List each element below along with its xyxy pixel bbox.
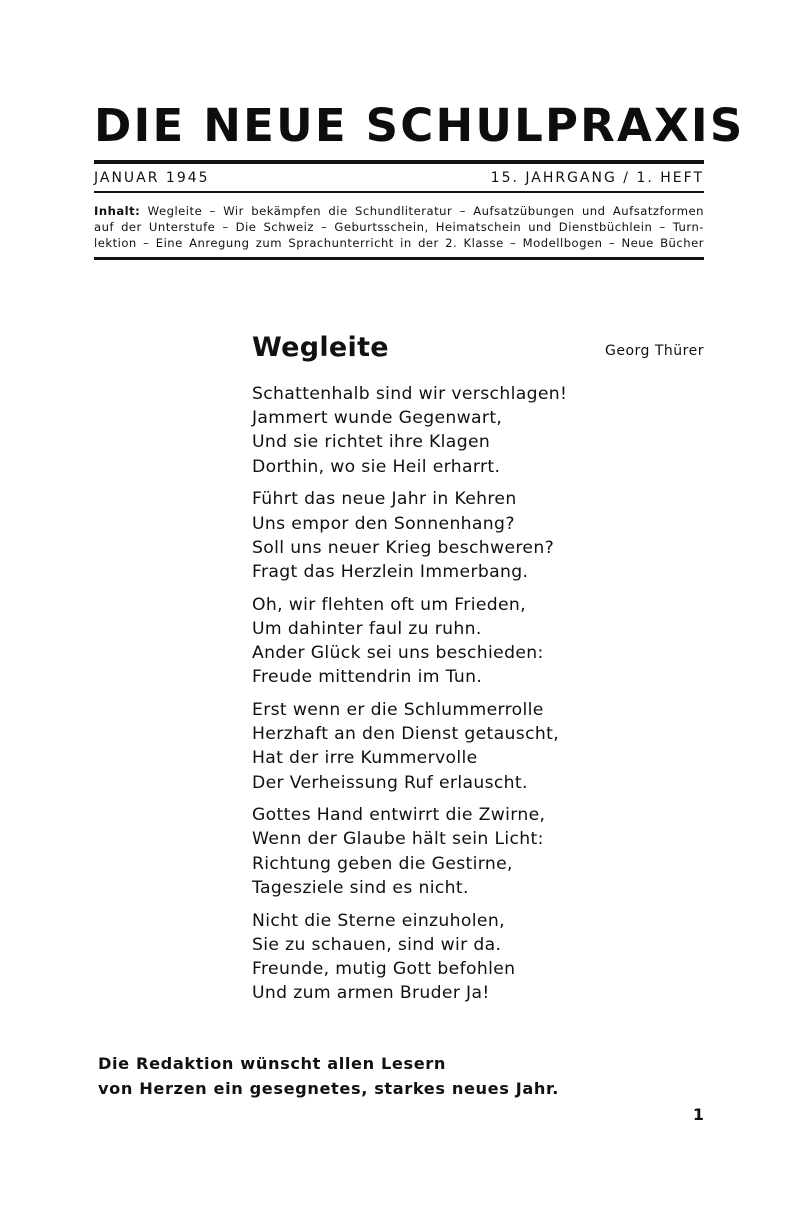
- page-number: 1: [692, 1105, 704, 1124]
- editorial-greeting: [98, 1051, 559, 1101]
- verse-line: Und zum armen Bruder Ja!: [252, 983, 490, 1004]
- verse-line: Freude mittendrin im Tun.: [252, 667, 483, 688]
- masthead-rule-top: [94, 160, 704, 164]
- verse-line: Herzhaft an den Dienst getauscht,: [252, 724, 560, 745]
- poem-stanza: [252, 698, 672, 795]
- poem-stanza: [252, 593, 672, 690]
- masthead-rule-middle: [94, 191, 704, 193]
- verse-line: Und sie richtet ihre Klagen: [252, 432, 491, 453]
- poem-stanza: [252, 382, 672, 479]
- issue-info: [94, 168, 704, 188]
- issue-date: JANUAR 1945: [94, 170, 210, 186]
- poem-author: Georg Thürer: [605, 343, 704, 359]
- masthead-rule-bottom: [94, 257, 704, 260]
- poem-body: [252, 382, 672, 1014]
- greeting-line: Die Redaktion wünscht allen Lesern: [98, 1054, 446, 1073]
- verse-line: Fragt das Herzlein Immerbang.: [252, 561, 529, 582]
- issue-number: 15. JAHRGANG / 1. HEFT: [490, 170, 704, 186]
- verse-line: Soll uns neuer Krieg beschweren?: [252, 537, 555, 558]
- contents-label: Inhalt:: [94, 204, 141, 218]
- verse-line: Führt das neue Jahr in Kehren: [252, 489, 517, 510]
- contents-line: lektion – Eine Anregung zum Sprachunterricht in der 2. Klasse – Modellbogen – Neue Bücher: [94, 236, 704, 250]
- journal-title: DIE NEUE SCHULPRAXIS: [94, 99, 745, 152]
- poem-title: Wegleite: [252, 332, 389, 363]
- verse-line: Um dahinter faul zu ruhn.: [252, 618, 482, 639]
- verse-line: Wenn der Glaube hält sein Licht:: [252, 829, 544, 850]
- poem-stanza: [252, 487, 672, 584]
- verse-line: Freunde, mutig Gott befohlen: [252, 958, 516, 979]
- verse-line: Jammert wunde Gegenwart,: [252, 408, 503, 429]
- contents-line-text: Wegleite – Wir bekämpfen die Schundliteratur – Aufsatzübungen und Aufsatzformen: [147, 204, 705, 218]
- verse-line: Hat der irre Kummervolle: [252, 748, 478, 769]
- verse-line: Tagesziele sind es nicht.: [252, 877, 469, 898]
- table-of-contents: [94, 203, 704, 251]
- contents-line: auf der Unterstufe – Die Schweiz – Geburtsschein, Heimatschein und Dienstbüchlein – Turn-: [94, 220, 704, 234]
- verse-line: Gottes Hand entwirrt die Zwirne,: [252, 805, 546, 826]
- poem-stanza: [252, 909, 672, 1006]
- verse-line: Schattenhalb sind wir verschlagen!: [252, 384, 568, 404]
- verse-line: Sie zu schauen, sind wir da.: [252, 934, 502, 955]
- verse-line: Richtung geben die Gestirne,: [252, 853, 513, 874]
- verse-line: Dorthin, wo sie Heil erharrt.: [252, 456, 501, 477]
- verse-line: Der Verheissung Ruf erlauscht.: [252, 772, 528, 793]
- verse-line: Ander Glück sei uns beschieden:: [252, 643, 544, 664]
- verse-line: Oh, wir flehten oft um Frieden,: [252, 594, 526, 615]
- verse-line: Erst wenn er die Schlummerrolle: [252, 699, 544, 720]
- verse-line: Uns empor den Sonnenhang?: [252, 513, 515, 534]
- verse-line: Nicht die Sterne einzuholen,: [252, 910, 505, 931]
- greeting-line: von Herzen ein gesegnetes, starkes neues Jahr.: [98, 1079, 560, 1098]
- poem-stanza: [252, 803, 672, 900]
- contents-line: [94, 203, 704, 219]
